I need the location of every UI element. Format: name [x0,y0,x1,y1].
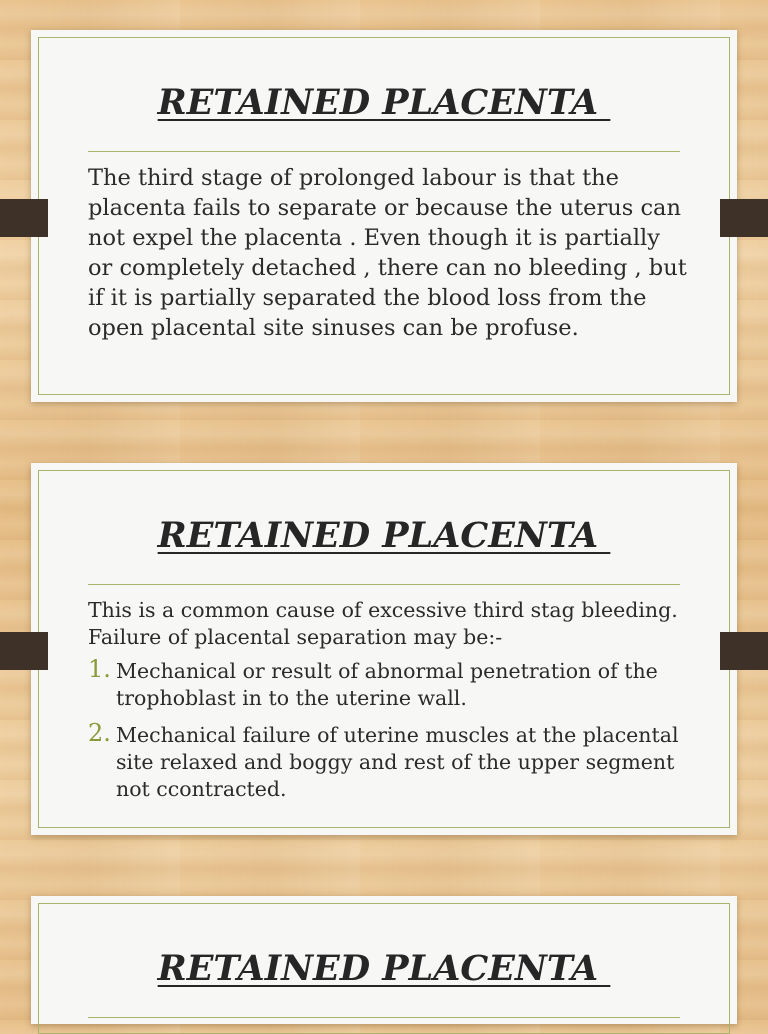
slide-3 [31,896,737,1024]
binder-tab-right [720,199,768,237]
list-item [88,655,688,712]
title-divider [88,151,680,152]
binder-tab-left [0,199,48,237]
list-item-number: 2. [88,719,111,747]
binder-tab-left [0,632,48,670]
slide-title: RETAINED PLACENTA [157,948,611,989]
slide-2 [31,463,737,835]
title-divider [88,1017,680,1018]
title-divider [88,584,680,585]
slide-intro-text: This is a common cause of excessive third stag bleeding. Failure of placental separation may be:- [88,598,678,649]
slide-title: RETAINED PLACENTA [157,515,611,556]
slide-title: RETAINED PLACENTA [157,82,611,123]
list-item-text: Mechanical or result of abnormal penetration of the trophoblast in to the uterine wall. [116,659,658,710]
list-item-number: 1. [88,655,111,683]
slide-1 [31,30,737,402]
list-item [88,719,688,803]
numbered-list [88,655,688,813]
slide-body-text: The third stage of prolonged labour is that the placenta fails to separate or because the uterus can not expel the placenta . Even though it is partially or completely detached , there can no bleeding , but if it is partially separated the blood loss from the open placental site sinuses can be profuse. [88,165,687,341]
binder-tab-right [720,632,768,670]
list-item-text: Mechanical failure of uterine muscles at the placental site relaxed and boggy and rest of the upper segment not ccontracted. [116,723,679,801]
